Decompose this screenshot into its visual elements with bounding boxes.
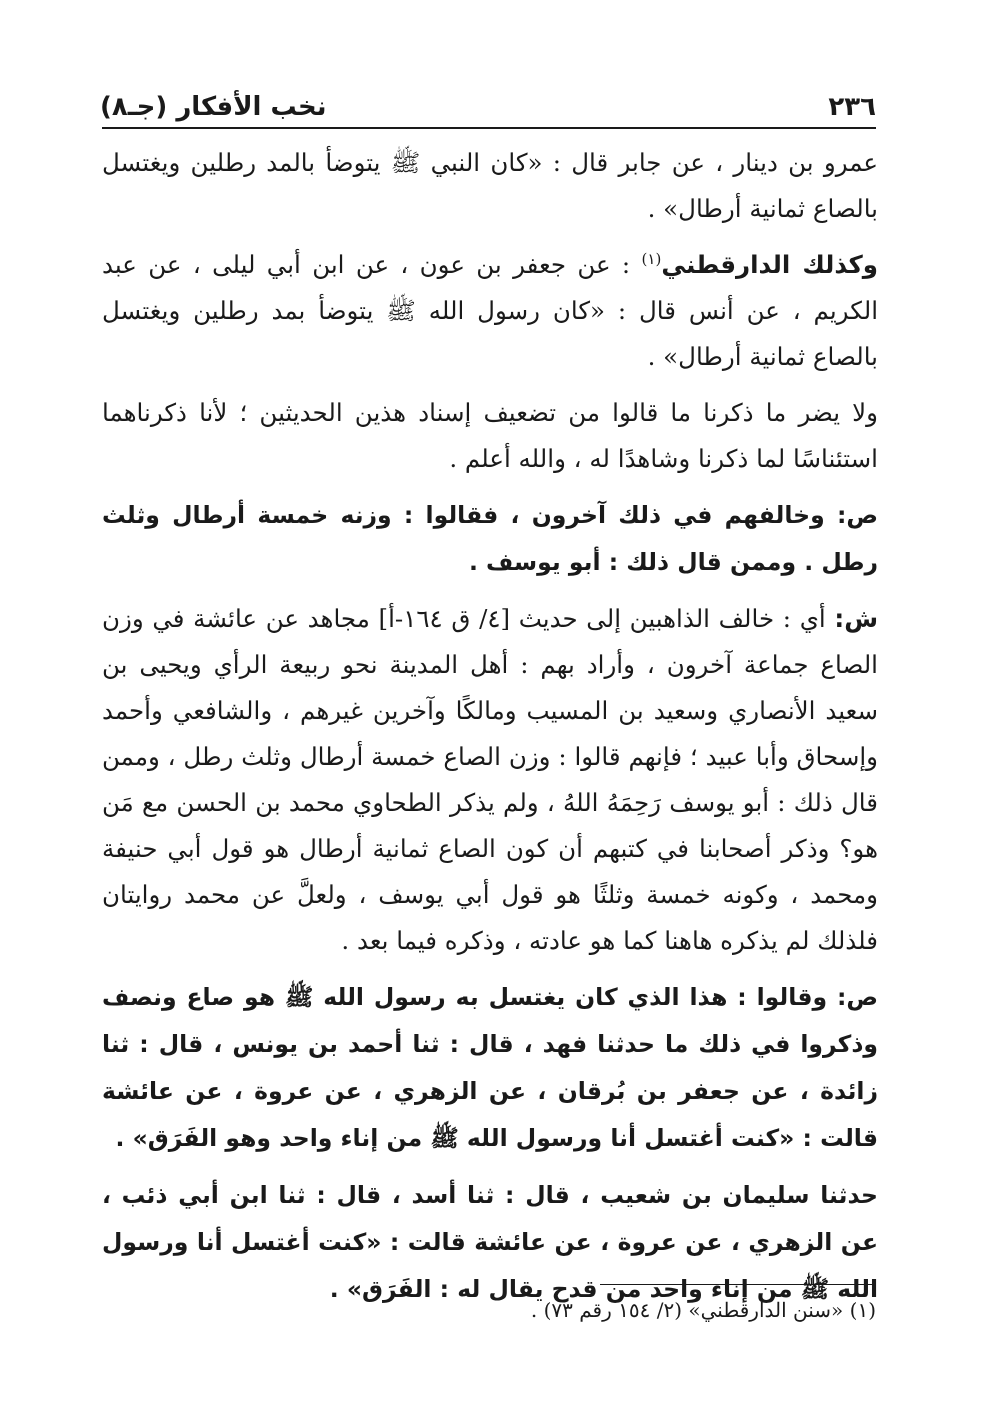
paragraph-5-lead: ش: (834, 604, 878, 633)
footnote-rule (600, 1284, 876, 1285)
footnote: (١) «سنن الدارقطني» (٢/ ١٥٤ رقم ٧٣) . (530, 1298, 876, 1322)
paragraph-2-text: : عن جعفر بن عون ، عن ابن أبي ليلى ، عن عبد الكريم ، عن أنس قال : «كان رسول الله ﷺ يتوضأ بمد رطلين ويغتسل بالصاع ثمانية أرطال» . (102, 250, 878, 371)
paragraph-6: ص: وقالوا : هذا الذي كان يغتسل به رسول الله ﷺ هو صاع ونصف وذكروا في ذلك ما حدثنا فهد ، قال : ثنا أحمد بن يونس ، قال : ثنا زائدة ، عن جعفر بن بُرقان ، عن الزهري ، عن عروة ، عن عائشة قالت : «كنت أغتسل أنا ورسول الله ﷺ من إناء واحد وهو الفَرَق» . (102, 983, 878, 1152)
paragraph-7: حدثنا سليمان بن شعيب ، قال : ثنا أسد ، قال : ثنا ابن أبي ذئب ، عن الزهري ، عن عروة ، عن عائشة قالت : «كنت أغتسل أنا ورسول الله ﷺ من إناء واحد من قدح يقال له : الفَرَق» . (102, 1181, 878, 1303)
paragraph-2 (102, 242, 878, 380)
paragraph-1: عمرو بن دينار ، عن جابر قال : «كان النبي ﷺ يتوضأ بالمد رطلين ويغتسل بالصاع ثمانية أرطال» . (102, 148, 878, 223)
paragraph-4: ص: وخالفهم في ذلك آخرون ، فقالوا : وزنه خمسة أرطال وثلث رطل . وممن قال ذلك : أبو يوسف . (102, 501, 878, 576)
paragraph-5 (102, 596, 878, 964)
main-text (102, 140, 878, 1323)
paragraph-3: ولا يضر ما ذكرنا ما قالوا من تضعيف إسناد هذين الحديثين ؛ لأنا ذكرناهما استئناسًا لما ذكرنا وشاهدًا له ، والله أعلم . (102, 398, 878, 473)
header-rule (102, 127, 876, 129)
paragraph-5-text: أي : خالف الذاهبين إلى حديث [٤/ ق ١٦٤-أ] مجاهد عن عائشة في وزن الصاع جماعة آخرون ، وأراد بهم : أهل المدينة نحو ربيعة الرأي ويحيى بن سعيد الأنصاري وسعيد بن المسيب ومالكًا وآخرين غيرهم ، والشافعي وأحمد وإسحاق وأبا عبيد ؛ فإنهم قالوا : وزن الصاع خمسة أرطال وثلث رطل ، وممن قال ذلك : أبو يوسف رَحِمَهُ اللهُ ، ولم يذكر الطحاوي محمد بن الحسن مع مَن هو؟ وذكر أصحابنا في كتبهم أن كون الصاع ثمانية أرطال هو قول أبي حنيفة ومحمد ، وكونه خمسة وثلثًا هو قول أبي يوسف ، ولعلَّ عن محمد روايتان فلذلك لم يذكره هاهنا كما هو عادته ، وذكره فيما بعد . (102, 604, 878, 955)
page-number: ٢٣٦ (828, 92, 876, 122)
paragraph-2-lead: وكذلك الدارقطني (661, 250, 878, 279)
book-title: نخب الأفكار (جـ٨) (100, 92, 327, 122)
running-header (100, 82, 876, 122)
footnote-reference[interactable]: (١) (641, 249, 662, 268)
